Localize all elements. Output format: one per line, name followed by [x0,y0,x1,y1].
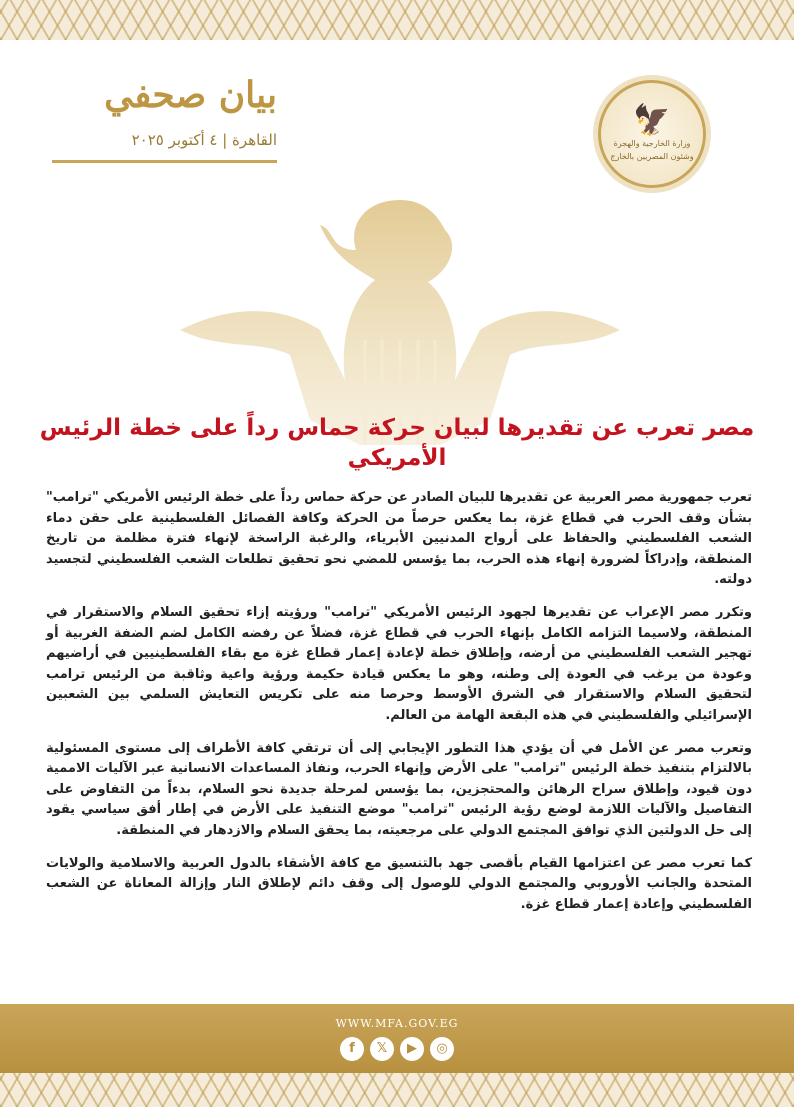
facebook-icon[interactable]: f [340,1037,364,1061]
eagle-icon: 🦅 [633,103,671,139]
seal-text-1: وزارة الخارجية والهجرة [613,139,691,149]
footer-bar [0,1004,794,1073]
location-date: القاهرة | ٤ أكتوبر ٢٠٢٥ [131,131,277,150]
paragraph-1: تعرب جمهورية مصر العربية عن تقديرها للبيان الصادر عن حركة حماس رداً على خطة الرئيس الأمريكي "ترامب" بشأن وقف الحرب في قطاع غزة، بما يعكس حرصاً من الحركة وكافة الفصائل الفلسطينية على حقن دماء الشعب الفلسطيني والحفاظ على أرواح المدنيين الأبرياء، والرغبة الراسخة لإنهاء فترة مظلمة من تاريخ المنطقة، وإدراكاً لضرورة إنهاء هذه الحرب، بما يؤسس للمضي نحو تحقيق تطلعات الشعب الفلسطيني لتجسيد دولته. [46,490,752,588]
seal-text-2: وشئون المصريين بالخارج [610,152,694,161]
decorative-bottom-border [0,1073,794,1107]
paragraph-3: وتعرب مصر عن الأمل في أن يؤدي هذا التطور الإيجابي إلى أن ترتقي كافة الأطراف إلى مستوى المسئولية بالالتزام بتنفيذ خطة الرئيس "ترامب" على الأرض وإنهاء الحرب، ونفاذ المساعدات الانسانية عبر الآليات الاممية دون قيود، وإطلاق سراح الرهائن والمحتجزين، بما يؤسس لمرحلة جديدة نحو السلام، بدءاً من التفاوض على التفاصيل والآليات اللازمة لوضع رؤية الرئيس "ترامب" موضع التنفيذ على الأرض في إطار أفق سياسي يقود إلى حل الدولتين الذي توافق المجتمع الدولي على مرجعيته، بما يحقق السلام والازدهار في المنطقة. [46,740,752,838]
paragraph-4: كما تعرب مصر عن اعتزامها القيام بأقصى جهد بالتنسيق مع كافة الأشقاء بالدول العربية والاسلامية والولايات المتحدة والجانب الأوروبي والمجتمع الدولي للوصول إلى وقف دائم لإطلاق النار وإزالة المعاناة عن الشعب الفلسطيني وإعادة إعمار قطاع غزة. [46,855,752,912]
header-divider [52,160,277,163]
decorative-top-border [0,0,794,40]
press-release-title: بيان صحفي [104,74,277,116]
headline: مصر تعرب عن تقديرها لبيان حركة حماس رداً على خطة الرئيس الأمريكي [39,415,755,471]
x-icon[interactable]: 𝕏 [370,1037,394,1061]
eagle-watermark-icon [160,190,640,450]
ministry-seal [598,80,706,188]
social-links [340,1037,454,1061]
statement-body [46,488,752,927]
website-link[interactable]: WWW.MFA.GOV.EG [335,1016,459,1030]
youtube-icon[interactable]: ▶ [400,1037,424,1061]
paragraph-2: وتكرر مصر الإعراب عن تقديرها لجهود الرئيس الأمريكي "ترامب" ورؤيته إزاء تحقيق السلام والاستقرار في المنطقة، ولاسيما التزامه الكامل بإنهاء الحرب في قطاع غزة، فضلاً عن رفضه الكامل لضم الضفة الغربية أو تهجير الشعب الفلسطيني من أرضه، وإطلاق خطة لإعادة إعمار قطاع غزة مع بقاء الفلسطينيين في أراضيهم وعودة من يرغب في العودة إلى وطنه، وهو ما يعكس قيادة حكيمة ورؤية واعية وثاقبة من الرئيس ترامب لتحقيق السلام والاستقرار في الشرق الأوسط وحرصا منه على تكريس التعايش السلمي بين الشعبين الإسرائيلي والفلسطيني في هذه البقعة الهامة من العالم. [46,604,752,723]
instagram-icon[interactable]: ◎ [430,1037,454,1061]
press-release-header [52,74,277,149]
